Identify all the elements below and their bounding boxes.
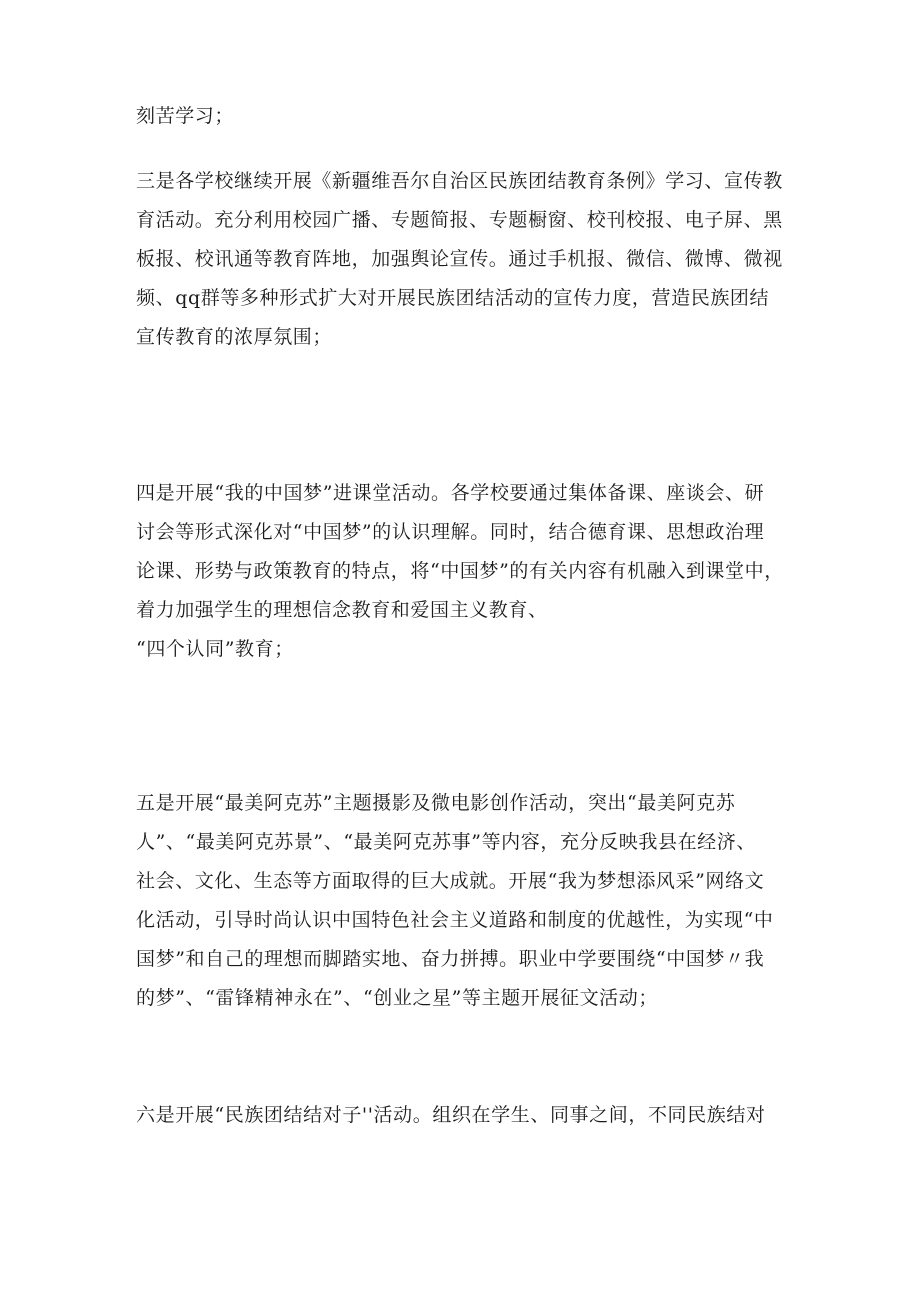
paragraph-line: 刻苦学习； xyxy=(136,105,235,127)
paragraph-5 xyxy=(136,1096,796,1135)
paragraph-4 xyxy=(136,784,796,1018)
paragraph-line: 人”、“最美阿克苏景”、“最美阿克苏事”等内容，充分反映我县在经济、 xyxy=(136,831,756,853)
paragraph-line: “四个认同”教育； xyxy=(136,638,294,660)
paragraph-line: 频、qq群等多种形式扩大对开展民族团结活动的宣传力度，营造民族团结 xyxy=(136,287,770,309)
paragraph-line: 三是各学校继续开展《新疆维吾尔自治区民族团结教育条例》学习、宣传教 xyxy=(136,170,783,192)
paragraph-3 xyxy=(136,474,796,669)
paragraph-line: 论课、形势与政策教育的特点，将“中国梦”的有关内容有机融入到课堂中， xyxy=(136,560,784,582)
paragraph-line: 六是开展“民族团结结对子''活动。组织在学生、同事之间，不同民族结对 xyxy=(136,1104,766,1126)
paragraph-line: 国梦”和自己的理想而脚踏实地、奋力拼搏。职业中学要围绕“中国梦〃我 xyxy=(136,948,765,970)
paragraph-line: 宣传教育的浓厚氛围； xyxy=(136,326,333,348)
paragraph-1 xyxy=(136,97,796,136)
paragraph-line: 板报、校讯通等教育阵地，加强舆论宣传。通过手机报、微信、微博、微视 xyxy=(136,248,783,270)
paragraph-line: 着力加强学生的理想信念教育和爱国主义教育、 xyxy=(136,599,548,621)
paragraph-line: 社会、文化、生态等方面取得的巨大成就。开展“我为梦想添风采”网络文 xyxy=(136,870,765,892)
paragraph-line: 化活动，引导时尚认识中国特色社会主义道路和制度的优越性，为实现“中 xyxy=(136,909,774,931)
paragraph-line: 四是开展“我的中国梦”进课堂活动。各学校要通过集体备课、座谈会、研 xyxy=(136,482,765,504)
paragraph-line: 讨会等形式深化对“中国梦”的认识理解。同时，结合德育课、思想政治理 xyxy=(136,521,765,543)
paragraph-line: 五是开展“最美阿克苏”主题摄影及微电影创作活动，突出“最美阿克苏 xyxy=(136,792,736,814)
paragraph-2 xyxy=(136,162,796,357)
paragraph-line: 的梦”、“雷锋精神永在”、“创业之星”等主题开展征文活动； xyxy=(136,987,658,1009)
paragraph-line: 育活动。充分利用校园广播、专题简报、专题橱窗、校刊校报、电子屏、黑 xyxy=(136,209,783,231)
